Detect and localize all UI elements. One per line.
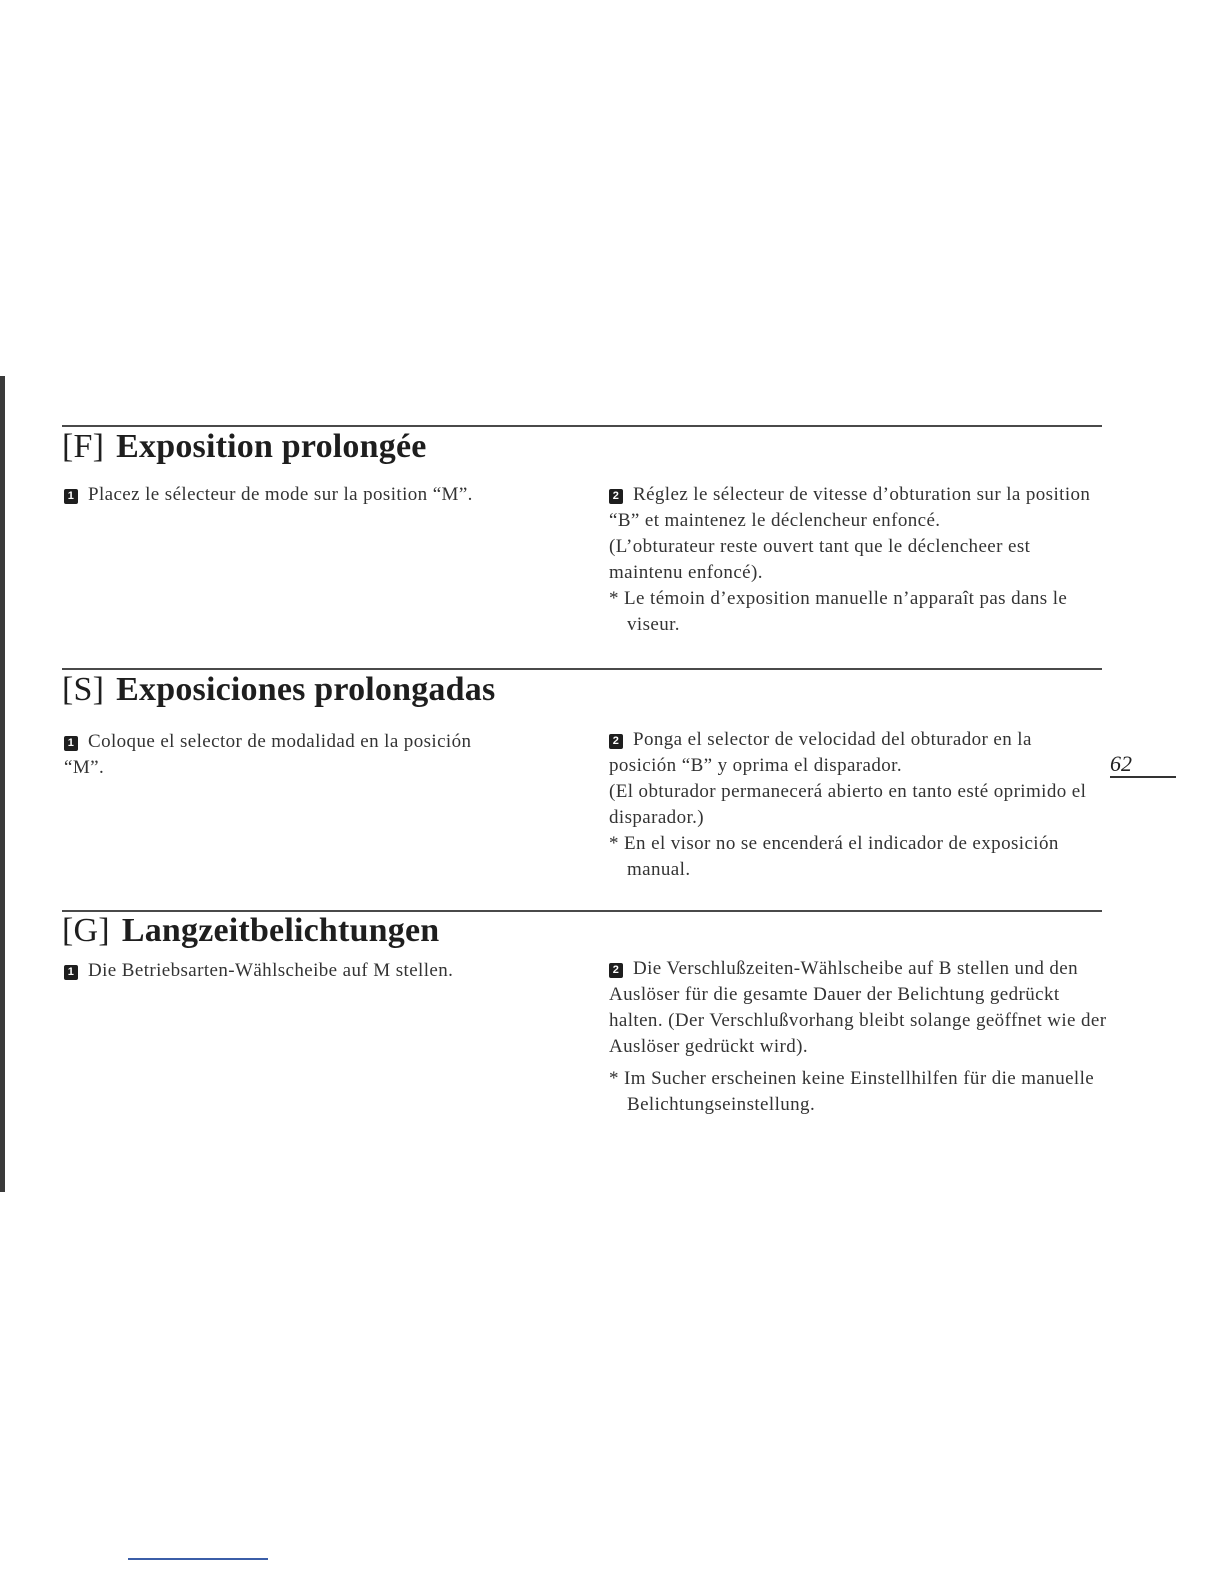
step-1-marker-icon: 1 — [64, 965, 78, 980]
es-step-1 — [64, 729, 494, 781]
fr-step-1 — [64, 482, 564, 508]
step-1-marker-icon: 1 — [64, 736, 78, 751]
de-step-1 — [64, 958, 564, 984]
fr-step-2-text: Réglez le sélecteur de vitesse d’obturation sur la position “B” et maintenez le déclencheur enfoncé. — [609, 484, 1091, 531]
es-step-1-text: Coloque el selector de modalidad en la posición “M”. — [64, 731, 472, 778]
section-rule-es — [62, 668, 1102, 670]
section-rule-fr — [62, 425, 1102, 427]
footer-link-underline — [128, 1558, 268, 1560]
de-step-2-note: * Im Sucher erscheinen keine Einstellhilfen für die manuelle Belichtungseinstellung. — [609, 1068, 1095, 1115]
section-heading-de: Langzeitbelichtungen — [121, 912, 440, 949]
page-number: 62 — [1110, 752, 1176, 778]
section-heading-es: Exposiciones prolongadas — [116, 671, 496, 708]
fr-step-1-text: Placez le sélecteur de mode sur la position “M”. — [88, 484, 473, 505]
section-title-fr — [62, 428, 427, 466]
section-tag-es: [S] — [62, 671, 105, 708]
fr-step-2-note: * Le témoin d’exposition manuelle n’apparaît pas dans le viseur. — [609, 588, 1068, 635]
page-binding-edge — [0, 376, 5, 1192]
step-1-marker-icon: 1 — [64, 489, 78, 504]
de-step-2-text: Die Verschlußzeiten-Wählscheibe auf B stellen und den Auslöser für die gesamte Dauer der Belichtung gedrückt halten. (Der Verschlußvorhang bleibt solange geöffnet wie der Auslöser gedrückt wird). — [609, 958, 1107, 1057]
es-step-2-paren: (El obturador permanecerá abierto en tanto esté oprimido el disparador.) — [609, 781, 1087, 828]
es-step-2 — [609, 727, 1089, 883]
section-tag-fr: [F] — [62, 428, 105, 465]
de-step-2 — [609, 956, 1109, 1118]
step-2-marker-icon: 2 — [609, 734, 623, 749]
es-step-2-note: * En el visor no se encenderá el indicador de exposición manual. — [609, 833, 1059, 880]
fr-step-2-paren: (L’obturateur reste ouvert tant que le déclencheer est maintenu enfoncé). — [609, 536, 1031, 583]
de-step-1-text: Die Betriebsarten-Wählscheibe auf M stellen. — [88, 960, 454, 981]
es-step-2-text: Ponga el selector de velocidad del obturador en la posición “B” y oprima el disparador. — [609, 729, 1032, 776]
section-heading-fr: Exposition prolongée — [116, 428, 427, 465]
section-title-de — [62, 912, 439, 950]
step-2-marker-icon: 2 — [609, 963, 623, 978]
fr-step-2 — [609, 482, 1109, 638]
section-tag-de: [G] — [62, 912, 110, 949]
step-2-marker-icon: 2 — [609, 489, 623, 504]
section-title-es — [62, 671, 495, 709]
